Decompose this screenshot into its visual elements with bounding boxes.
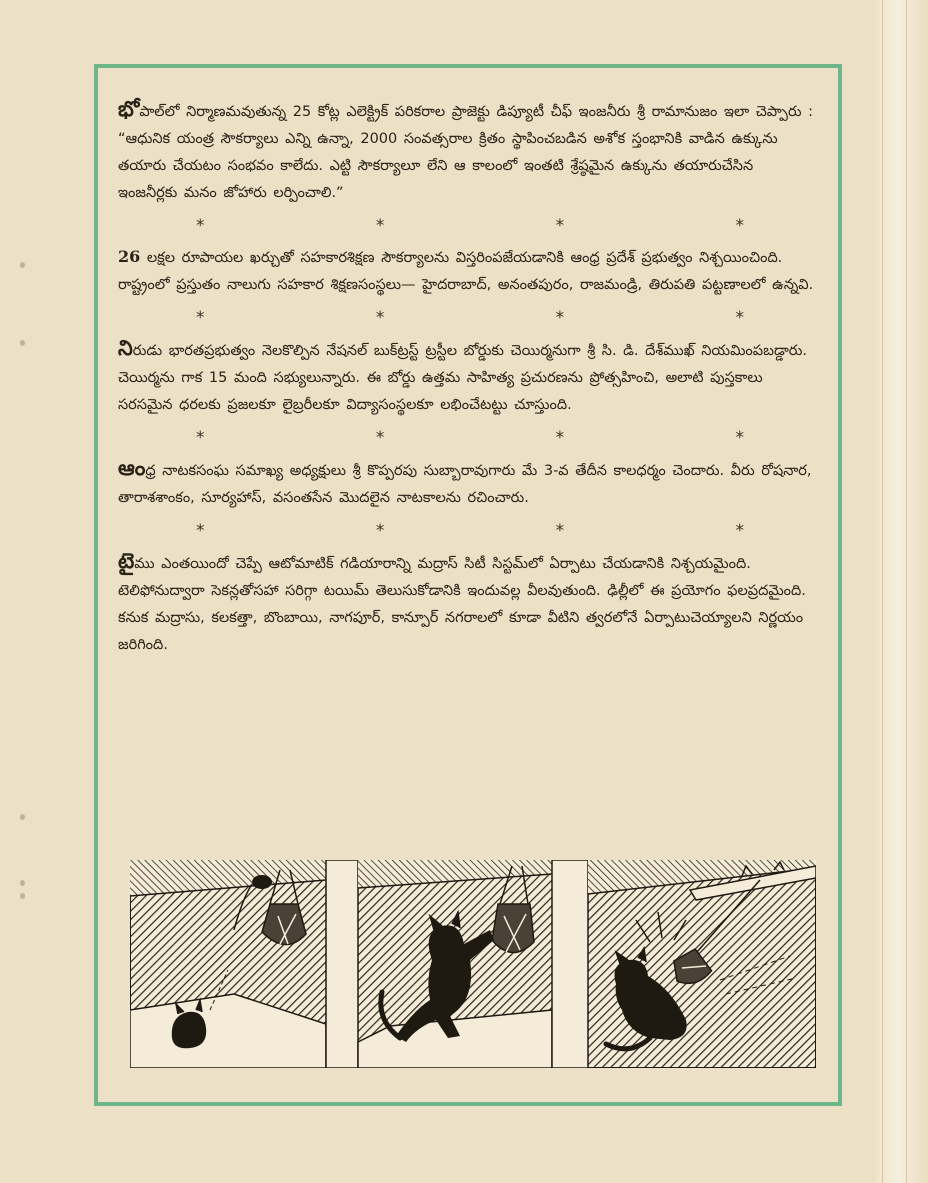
spine-line [882, 0, 883, 1183]
news-text: లక్షల రూపాయల ఖర్చుతో సహకారశిక్షణ సౌకర్యాలను విస్తరింపజేయడానికి ఆంధ్ర ప్రదేశ్ ప్రభుత్వం నిశ్చయించింది. రాష్ట్రంలో ప్రస్తుతం నాలుగు సహకార శిక్షణసంస్థలు— హైదరాబాద్, అనంతపురం, రాజమండ్రి, తిరుపతి పట్టణాలలో ఉన్నవి. [118, 250, 814, 293]
news-item-book-trust [118, 335, 818, 419]
separator [118, 215, 818, 237]
star: * [375, 521, 385, 541]
news-item-cooperative-training [118, 243, 818, 299]
punch-hole [20, 262, 25, 268]
news-text: పాల్‌లో నిర్మాణమవుతున్న 25 కోట్ల ఎలెక్ట్రిక్ పరికరాల ప్రాజెక్టు డిప్యూటీ చీఫ్ ఇంజనీరు శ్రీ రామానుజం ఇలా చెప్పారు : “ఆధునిక యంత్ర సౌకర్యాలు ఎన్ని ఉన్నా, 2000 సంవత్సరాల క్రితం స్థాపించబడిన అశోక స్తంభానికి వాడిన ఉక్కును తయారు చేయటం సంభవం కాలేదు. ఎట్టి సౌకర్యాలూ లేని ఆ కాలంలో ఇంతటి శ్రేష్ఠమైన ఉక్కును తయారుచేసిన ఇంజనీర్లకు మనం జోహారు లర్పించాలి.” [118, 104, 814, 201]
star: * [196, 521, 205, 541]
star: * [375, 428, 385, 448]
drop-cap: 26 [118, 247, 141, 266]
star: * [555, 216, 565, 236]
star: * [196, 428, 205, 448]
news-item-automatic-clock [118, 548, 818, 659]
news-item-bhopal [118, 96, 818, 207]
star: * [196, 216, 205, 236]
star: * [375, 216, 385, 236]
star: * [735, 308, 744, 328]
panel-divider [552, 860, 588, 1068]
star: * [735, 521, 744, 541]
news-text: ధ్ర నాటకసంఘ సమాఖ్య అధ్యక్షులు శ్రీ కొప్పరపు సుబ్బారావుగారు మే 3-వ తేదీన కాలధర్మం చెందారు. వీరు రోషనార, తారాశశాంకం, సూర్యహాస్, వసంతసేన మొదలైన నాటకాలను రచించారు. [118, 463, 812, 506]
news-column [118, 96, 818, 659]
news-text: ము ఎంతయిందో చెప్పే ఆటోమాటిక్ గడియారాన్ని మద్రాస్ సిటీ సిస్టమ్‌లో ఏర్పాటు చేయడానికి నిశ్చయమైంది. టెలిఫోనుద్వారా సెకన్లతోసహా సరిగ్గా టయిమ్ తెలుసుకోడానికి ఇందువల్ల వీలవుతుంది. ఢిల్లీలో ఈ ప్రయోగం ఫలప్రదమైంది. కనుక మద్రాసు, కలకత్తా, బొంబాయి, నాగపూర్, కాన్పూర్ నగరాలలో కూడా వీటిని త్వరలోనే ఏర్పాటుచెయ్యాలని నిర్ణయం జరిగింది. [118, 556, 806, 653]
page-spine [876, 0, 928, 1183]
panel-divider [326, 860, 358, 1068]
drop-cap: టై [118, 549, 135, 573]
star: * [735, 216, 744, 236]
star: * [555, 428, 565, 448]
star: * [375, 308, 385, 328]
star: * [735, 428, 744, 448]
punch-hole [20, 880, 25, 886]
drop-cap: ని [118, 336, 133, 360]
cat-cartoon-strip [130, 860, 816, 1068]
news-item-drama-federation [118, 455, 818, 512]
star: * [196, 308, 205, 328]
separator [118, 307, 818, 329]
separator [118, 427, 818, 449]
star: * [555, 521, 565, 541]
star: * [555, 308, 565, 328]
drop-cap: ఆం [118, 456, 146, 480]
separator [118, 520, 818, 542]
punch-hole [20, 340, 25, 346]
punch-hole [20, 814, 25, 820]
news-text: రుడు భారతప్రభుత్వం నెలకొల్పిన నేషనల్ బుక్‌ట్రస్ట్ ట్రస్టీల బోర్డుకు చెయిర్మనుగా శ్రీ సి. డి. దేశ్‌ముఖ్ నియమింపబడ్డారు. చెయిర్మను గాక 15 మంది సభ్యులున్నారు. ఈ బోర్డు ఉత్తమ సాహిత్య ప్రచురణను ప్రోత్సహించి, అలాటి పుస్తకాలు సరసమైన ధరలకు ప్రజలకూ లైబ్రరీలకూ విద్యాసంస్థలకూ లభించేటట్టు చూస్తుంది. [118, 343, 807, 413]
spine-line [906, 0, 907, 1183]
drop-cap: భో [118, 97, 140, 121]
punch-hole [20, 893, 25, 899]
